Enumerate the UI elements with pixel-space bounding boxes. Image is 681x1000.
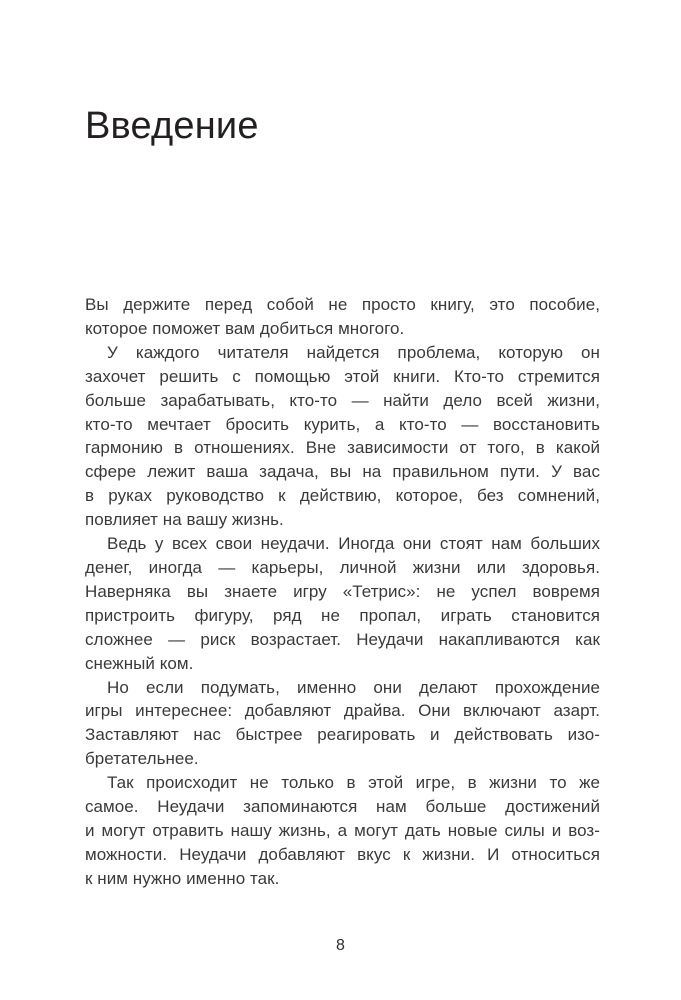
page-title: Введение <box>85 105 259 147</box>
text-line: гармонию в отношениях. Вне зависимости от того, в какой <box>85 438 600 458</box>
text-line: можности. Неудачи добавляют вкус к жизни. И относиться <box>85 844 600 864</box>
paragraph <box>85 341 600 532</box>
text-line: У каждого читателя найдется проблема, которую он <box>107 342 600 362</box>
paragraph <box>85 532 600 675</box>
paragraph <box>85 293 600 341</box>
text-line: Наверняка вы знаете игру «Тетрис»: не успел вовремя <box>85 581 600 601</box>
text-line: больше зарабатывать, кто-то — найти дело всей жизни, <box>85 390 600 410</box>
text-line: снежный ком. <box>85 653 194 673</box>
text-line: захочет решить с помощью этой книги. Кто-то стремится <box>85 366 600 386</box>
paragraph <box>85 771 600 891</box>
text-line: Так происходит не только в этой игре, в жизни то же <box>107 773 600 793</box>
body-text <box>85 293 600 891</box>
text-line: Вы держите перед собой не просто книгу, это пособие, <box>85 295 600 314</box>
text-line: денег, иногда — карьеры, личной жизни или здоровья. <box>85 557 600 577</box>
text-line: повлияет на вашу жизнь. <box>85 510 284 530</box>
text-line: сложнее — риск возрастает. Неудачи накапливаются как <box>85 629 600 649</box>
text-line: и могут отравить нашу жизнь, а могут дать новые силы и воз- <box>85 820 600 840</box>
text-line: игры интереснее: добавляют драйва. Они включают азарт. <box>85 701 600 721</box>
text-line: в руках руководство к действию, которое, без сомнений, <box>85 486 600 506</box>
text-line: к ним нужно именно так. <box>85 868 280 888</box>
page-number: 8 <box>336 937 345 954</box>
text-line: Ведь у всех свои неудачи. Иногда они стоят нам больших <box>107 534 600 554</box>
paragraph <box>85 676 600 772</box>
text-line: бретательнее. <box>85 749 199 769</box>
text-line: сфере лежит ваша задача, вы на правильном пути. У вас <box>85 462 600 482</box>
text-line: Но если подумать, именно они делают прохождение <box>107 677 600 697</box>
text-line: Заставляют нас быстрее реагировать и действовать изо- <box>85 725 600 745</box>
text-line: которое поможет вам добиться многого. <box>85 318 405 338</box>
text-line: кто-то мечтает бросить курить, а кто-то — восстановить <box>85 414 600 434</box>
text-line: пристроить фигуру, ряд не пропал, играть становится <box>85 605 600 625</box>
text-line: самое. Неудачи запоминаются нам больше достижений <box>85 797 600 817</box>
